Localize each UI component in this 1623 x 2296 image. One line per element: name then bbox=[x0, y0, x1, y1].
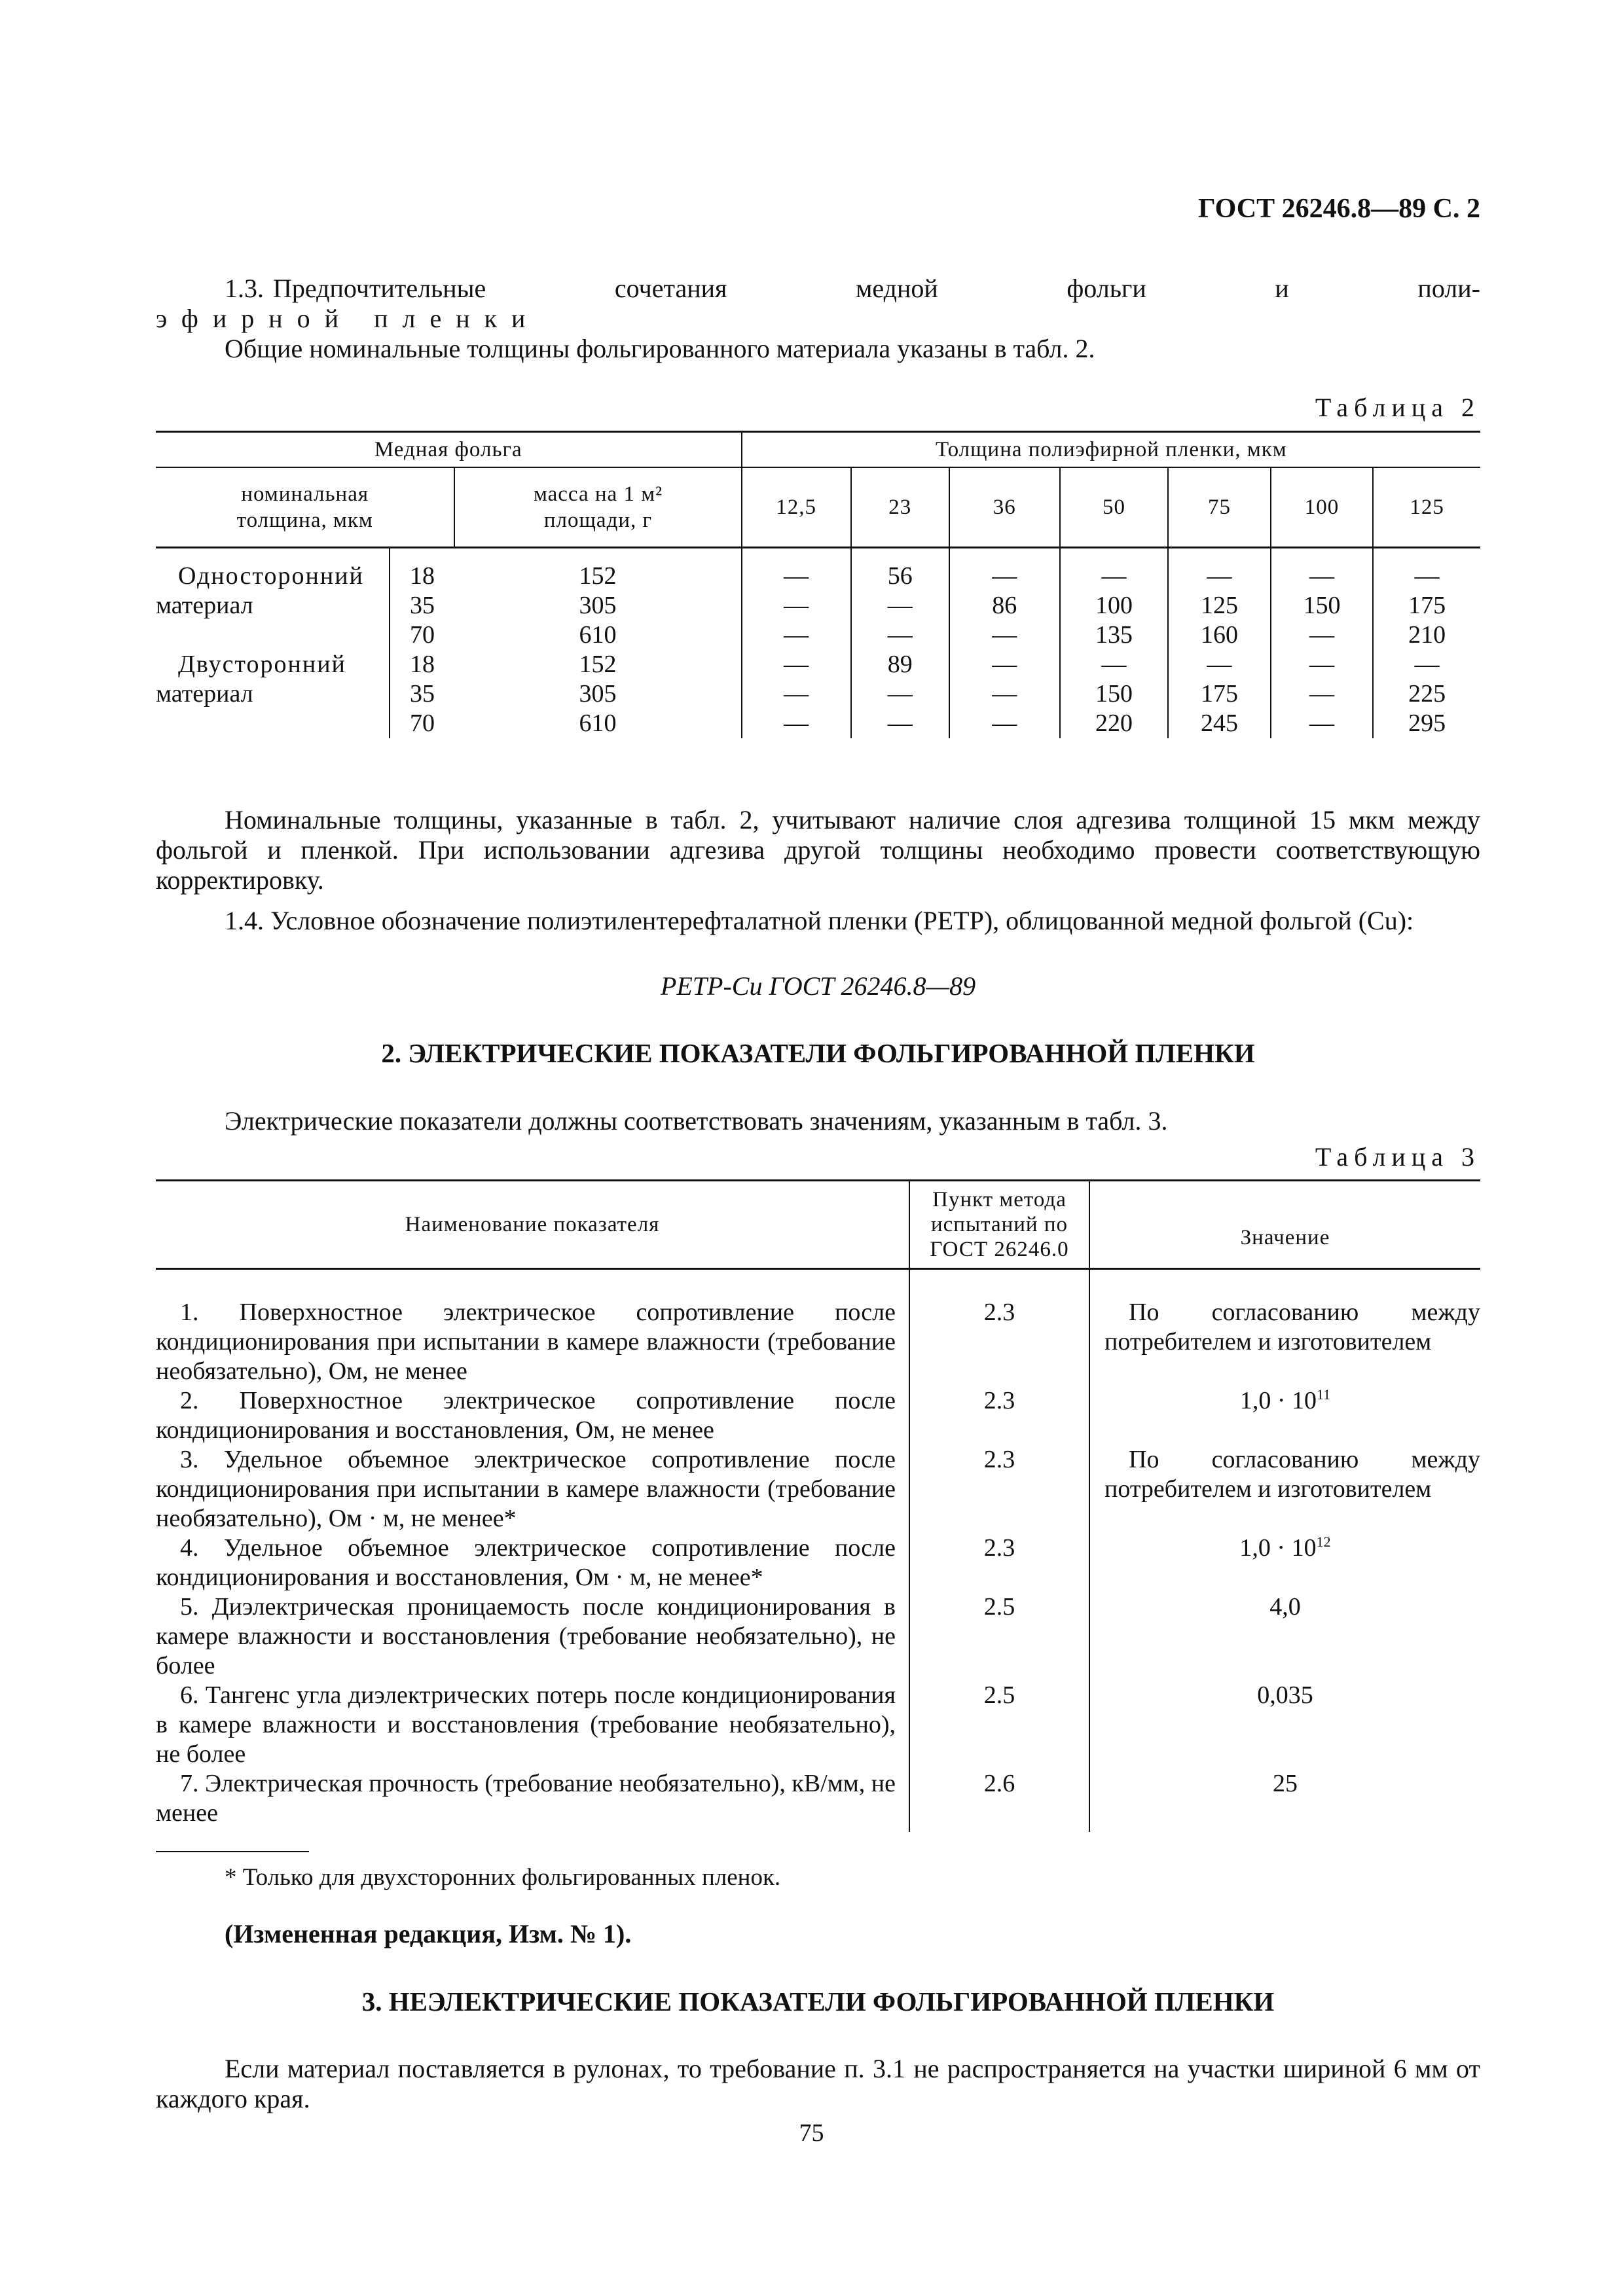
table-2-value: 610 bbox=[579, 709, 617, 737]
section-1-4-designation: PETP-Cu ГОСТ 26246.8—89 bbox=[660, 971, 976, 1001]
table-3-row-name: 1. Поверхностное электрическое сопротивление после кондиционирования при испытании в камере влажности (требование необязательно), Ом, не менее bbox=[156, 1298, 896, 1385]
table-2-value: — bbox=[1207, 651, 1232, 678]
table-3-row-value bbox=[1089, 1386, 1480, 1445]
table-2-value: — bbox=[784, 709, 809, 737]
table-2-film-cell bbox=[851, 650, 949, 738]
table-2-value: 35 bbox=[410, 680, 435, 708]
table-2-value: 295 bbox=[1408, 709, 1446, 737]
table-3-row bbox=[156, 1592, 1480, 1681]
table-2-value: 175 bbox=[1408, 592, 1446, 619]
table-2-group-foil: Медная фольга bbox=[374, 438, 522, 461]
table-2-value: — bbox=[1309, 562, 1334, 590]
table-2-film-cell bbox=[1373, 548, 1480, 651]
table-3-row-name: 5. Диэлектрическая проницаемость после кондиционирования в камере влажности и восстановления (требование необязательно), не более bbox=[156, 1592, 896, 1679]
table-3-row bbox=[156, 1769, 1480, 1832]
table-2-value: 70 bbox=[410, 621, 435, 649]
table-3-caption: Таблица 3 bbox=[1315, 1142, 1480, 1172]
table-2-film-cell bbox=[1060, 548, 1169, 651]
table-2-value: — bbox=[887, 709, 913, 737]
table-2-film-col: 125 bbox=[1373, 467, 1480, 548]
table-2-value: — bbox=[887, 621, 913, 649]
table-3-row-value: 25 bbox=[1089, 1769, 1480, 1832]
table-2-value: 56 bbox=[887, 562, 913, 590]
table-2-value: 150 bbox=[1095, 680, 1133, 708]
table-3-row-method: 2.5 bbox=[909, 1681, 1089, 1769]
table-2-film-cell bbox=[1168, 548, 1270, 651]
table-3-row bbox=[156, 1386, 1480, 1445]
table-2-value: 100 bbox=[1095, 592, 1133, 619]
table-2-value: — bbox=[887, 680, 913, 708]
amendment-note: (Измененная редакция, Изм. № 1). bbox=[225, 1919, 632, 1948]
table-2-value: 150 bbox=[1303, 592, 1341, 619]
table-2-row-label-line2: материал bbox=[156, 680, 253, 708]
section-2-heading: 2. ЭЛЕКТРИЧЕСКИЕ ПОКАЗАТЕЛИ ФОЛЬГИРОВАННОЙ ПЛЕНКИ bbox=[381, 1038, 1255, 1068]
table-2-col-thickness bbox=[156, 467, 454, 548]
table-2-value: — bbox=[784, 680, 809, 708]
table-3-row-method: 2.3 bbox=[909, 1386, 1089, 1445]
table-2-value: 86 bbox=[992, 592, 1017, 619]
table-3-row bbox=[156, 1445, 1480, 1534]
table-2-value: — bbox=[1414, 562, 1440, 590]
table-2-film-col: 12,5 bbox=[742, 467, 851, 548]
table-3-row-value: По согласованию между потребителем и изготовителем bbox=[1089, 1445, 1480, 1534]
table-2-film-col: 75 bbox=[1168, 467, 1270, 548]
table-2-film-cell bbox=[949, 548, 1060, 651]
table-2-value: — bbox=[1309, 651, 1334, 678]
section-1-3-title-line1: Предпочтительные сочетания медной фольги и поли- bbox=[273, 274, 1480, 303]
section-1-3-num: 1.3. bbox=[225, 274, 264, 303]
section-1-3-title bbox=[156, 274, 1480, 334]
section-1-3-title-line2: эфирной пленки bbox=[156, 304, 540, 333]
table-2-row-label-line2: материал bbox=[156, 592, 253, 619]
table-2-value: 305 bbox=[579, 680, 617, 708]
table-3-col-method-line3: ГОСТ 26246.0 bbox=[930, 1238, 1069, 1261]
section-1-3-intro: Общие номинальные толщины фольгированного материала указаны в табл. 2. bbox=[225, 334, 1095, 363]
table-3-row-name: 6. Тангенс угла диэлектрических потерь после кондиционирования в камере влажности и восстановления (требование необязательно), не более bbox=[156, 1681, 896, 1768]
table-3-col-method bbox=[909, 1181, 1089, 1269]
table-2-value: 225 bbox=[1408, 680, 1446, 708]
table-2-row-label-line1: Односторонний bbox=[178, 562, 364, 590]
table-3-row-method: 2.3 bbox=[909, 1445, 1089, 1534]
table-2-value: 610 bbox=[579, 621, 617, 649]
section-3-heading: 3. НЕЭЛЕКТРИЧЕСКИЕ ПОКАЗАТЕЛИ ФОЛЬГИРОВАННОЙ ПЛЕНКИ bbox=[361, 1986, 1275, 2017]
table-2-value: 152 bbox=[579, 562, 617, 590]
table-3 bbox=[156, 1179, 1480, 1832]
table-2-col-thickness-line1: номинальная bbox=[241, 482, 369, 506]
table-2-value: — bbox=[992, 562, 1017, 590]
section-2-intro: Электрические показатели должны соответствовать значениям, указанным в табл. 3. bbox=[225, 1106, 1168, 1136]
table-2-value: 70 bbox=[410, 709, 435, 737]
table-2-film-cell bbox=[1271, 650, 1373, 738]
table-2-value: 245 bbox=[1201, 709, 1239, 737]
table-3-row-name: 4. Удельное объемное электрическое сопротивление после кондиционирования и восстановления, Ом · м, не менее* bbox=[156, 1534, 896, 1591]
table-3-row-name: 7. Электрическая прочность (требование необязательно), кВ/мм, не менее bbox=[156, 1769, 896, 1827]
table-3-row-method: 2.3 bbox=[909, 1298, 1089, 1386]
table-2-value: — bbox=[1309, 680, 1334, 708]
table-2-value: 152 bbox=[579, 651, 617, 678]
table-2-value: — bbox=[1309, 709, 1334, 737]
table-2-film-cell bbox=[742, 548, 851, 651]
table-3-row-name: 2. Поверхностное электрическое сопротивление после кондиционирования и восстановления, Ом, не менее bbox=[156, 1386, 896, 1444]
table-2-film-col: 100 bbox=[1271, 467, 1373, 548]
table-2-film-col: 36 bbox=[949, 467, 1060, 548]
table-3-row-value: 4,0 bbox=[1089, 1592, 1480, 1681]
table-2-value: — bbox=[992, 680, 1017, 708]
table-2-row-single bbox=[156, 548, 1480, 651]
table-3-row-value: По согласованию между потребителем и изготовителем bbox=[1089, 1298, 1480, 1386]
table-2-thickness-cell bbox=[390, 650, 455, 738]
table-3-col-value: Значение bbox=[1089, 1181, 1480, 1269]
table-3-value-exponent: 12 bbox=[1316, 1533, 1331, 1550]
table-2-value: 35 bbox=[410, 592, 435, 619]
table-2-film-cell bbox=[742, 650, 851, 738]
table-3-row bbox=[156, 1681, 1480, 1769]
table-3-row-method: 2.6 bbox=[909, 1769, 1089, 1832]
table-2-value: — bbox=[1414, 651, 1440, 678]
table-2-value: 135 bbox=[1095, 621, 1133, 649]
table-2-value: — bbox=[992, 651, 1017, 678]
table-3-row-method: 2.3 bbox=[909, 1534, 1089, 1592]
table-2-value: — bbox=[1101, 562, 1127, 590]
section-3-text: Если материал поставляется в рулонах, то требование п. 3.1 не распространяется на участки шириной 6 мм от каждого края. bbox=[156, 2054, 1480, 2113]
table-2-value: — bbox=[1309, 621, 1334, 649]
table-2-thickness-cell bbox=[390, 548, 455, 651]
table-2-value: 125 bbox=[1201, 592, 1239, 619]
table-2-value: — bbox=[887, 592, 913, 619]
table-2-mass-cell bbox=[454, 548, 741, 651]
table-2-value: 18 bbox=[410, 562, 435, 590]
table-2-col-mass-line1: масса на 1 м² bbox=[533, 482, 663, 506]
table-2-value: 160 bbox=[1201, 621, 1239, 649]
table-2-value: — bbox=[1101, 651, 1127, 678]
table-2-value: — bbox=[992, 709, 1017, 737]
table-2-film-cell bbox=[949, 650, 1060, 738]
table-3-row-value: 0,035 bbox=[1089, 1681, 1480, 1769]
table-2-film-cell bbox=[1271, 548, 1373, 651]
table-2-film-cell bbox=[1168, 650, 1270, 738]
table-3-value-base: 1,0 · 10 bbox=[1239, 1386, 1317, 1414]
table-3-col-method-line1: Пункт метода bbox=[932, 1188, 1067, 1211]
table-2-col-mass-line2: площади, г bbox=[543, 509, 653, 532]
table-3-row bbox=[156, 1298, 1480, 1386]
table-2-row-label bbox=[156, 548, 390, 651]
table-3-row-name: 3. Удельное объемное электрическое сопротивление после кондиционирования при испытании в камере влажности (требование необязательно), Ом · м, не менее* bbox=[156, 1445, 896, 1532]
table-2-mass-cell bbox=[454, 650, 741, 738]
table-3-row-value bbox=[1089, 1534, 1480, 1592]
table-3-row-method: 2.5 bbox=[909, 1592, 1089, 1681]
table-2-value: 175 bbox=[1201, 680, 1239, 708]
table-2-row-label-line1: Двусторонний bbox=[178, 651, 346, 678]
table-2-value: 18 bbox=[410, 651, 435, 678]
table-2-film-cell bbox=[851, 548, 949, 651]
table-2-film-cell bbox=[1060, 650, 1169, 738]
table-2-col-thickness-line2: толщина, мкм bbox=[236, 509, 373, 532]
table-2-value: — bbox=[784, 592, 809, 619]
table-2-value: 305 bbox=[579, 592, 617, 619]
footnote: * Только для двухсторонних фольгированных пленок. bbox=[225, 1864, 781, 1891]
table-3-row bbox=[156, 1534, 1480, 1592]
table-3-value-base: 1,0 · 10 bbox=[1239, 1534, 1317, 1562]
page-header: ГОСТ 26246.8—89 С. 2 bbox=[1197, 194, 1480, 224]
table-3-col-method-line2: испытаний по bbox=[930, 1213, 1068, 1236]
table-2-group-film: Толщина полиэфирной пленки, мкм bbox=[742, 432, 1480, 468]
table-2-value: — bbox=[992, 621, 1017, 649]
table-2-value: 89 bbox=[887, 651, 913, 678]
table-2-caption: Таблица 2 bbox=[1315, 393, 1480, 422]
section-1-4-text: 1.4. Условное обозначение полиэтилентерефталатной пленки (PETP), облицованной медной фольгой (Cu): bbox=[225, 906, 1414, 935]
table-2-value: — bbox=[1207, 562, 1232, 590]
table-2-note: Номинальные толщины, указанные в табл. 2, учитывают наличие слоя адгезива толщиной 15 мкм между фольгой и пленкой. При использовании адгезива другой толщины необходимо провести соответствующую корректировку. bbox=[156, 805, 1480, 895]
table-2 bbox=[156, 431, 1480, 738]
table-2-film-col: 50 bbox=[1060, 467, 1169, 548]
table-2-col-mass bbox=[454, 467, 741, 548]
table-2-value: — bbox=[784, 651, 809, 678]
table-2-row-double bbox=[156, 650, 1480, 738]
table-2-row-label bbox=[156, 650, 390, 738]
table-3-value-exponent: 11 bbox=[1316, 1386, 1331, 1403]
table-2-film-col: 23 bbox=[851, 467, 949, 548]
table-2-film-cell bbox=[1373, 650, 1480, 738]
table-3-col-name: Наименование показателя bbox=[405, 1213, 660, 1236]
table-2-value: — bbox=[784, 621, 809, 649]
page-number: 75 bbox=[799, 2119, 824, 2147]
table-2-value: 210 bbox=[1408, 621, 1446, 649]
table-2-value: — bbox=[784, 562, 809, 590]
table-2-value: 220 bbox=[1095, 709, 1133, 737]
footnote-divider bbox=[156, 1851, 309, 1852]
